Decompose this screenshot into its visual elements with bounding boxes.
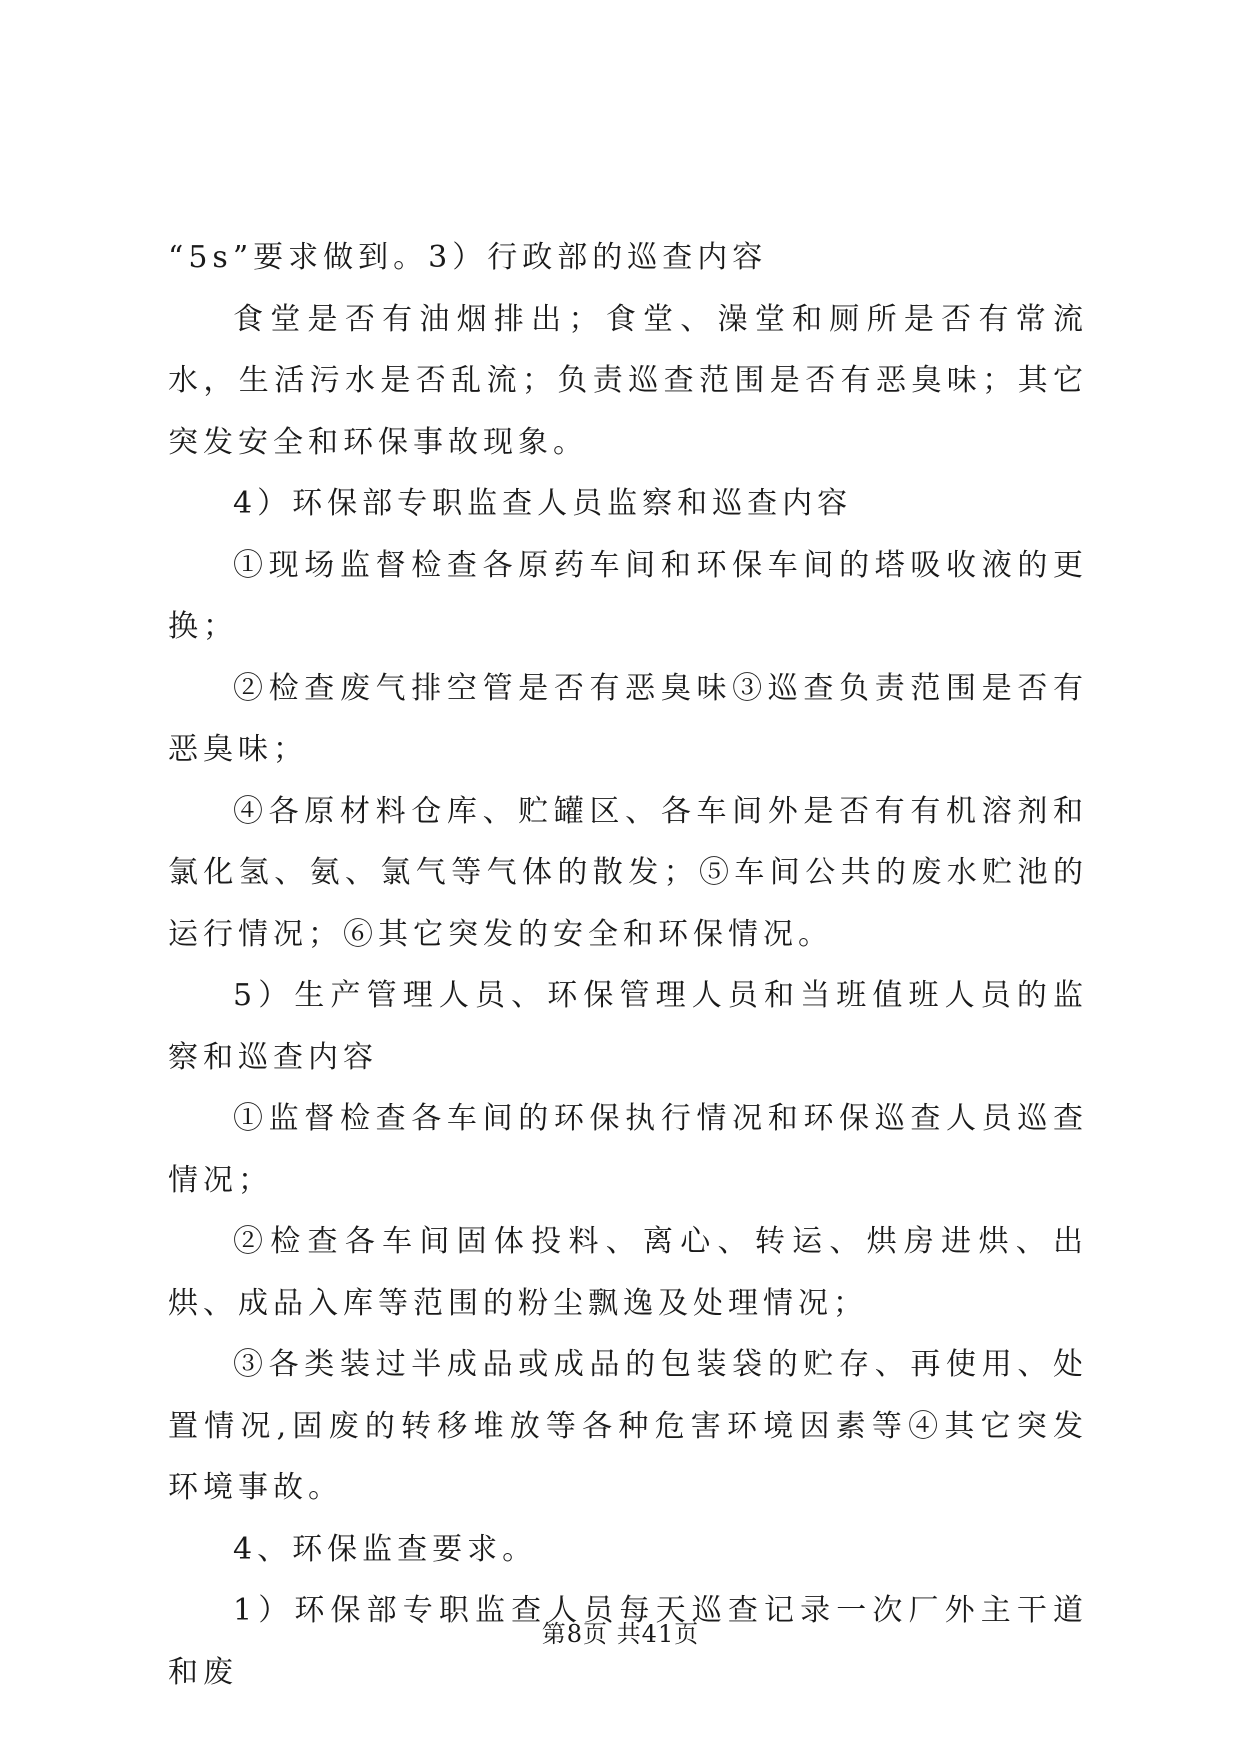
paragraph-6: ④各原材料仓库、贮罐区、各车间外是否有有机溶剂和氯化氢、氨、氯气等气体的散发；⑤车间公共的废水贮池的运行情况；⑥其它突发的安全和环保情况。 <box>168 793 1088 952</box>
paragraph-4: ①现场监督检查各原药车间和环保车间的塔吸收液的更换； <box>168 547 1088 644</box>
paragraph-11: 4、环保监查要求。 <box>233 1531 538 1567</box>
paragraph-12: 1）环保部专职监查人员每天巡查记录一次厂外主干道和废 <box>168 1593 1088 1690</box>
paragraph-8: ①监督检查各车间的环保执行情况和环保巡查人员巡查情况； <box>168 1101 1088 1198</box>
paragraph-7: 5）生产管理人员、环保管理人员和当班值班人员的监察和巡查内容 <box>168 978 1088 1075</box>
paragraph-5: ②检查废气排空管是否有恶臭味③巡查负责范围是否有恶臭味； <box>168 670 1088 767</box>
page-number-footer: 第8页 共41页 <box>541 1620 700 1648</box>
paragraph-3: 4）环保部专职监查人员监察和巡查内容 <box>233 486 853 521</box>
paragraph-1: “5s”要求做到。3）行政部的巡查内容 <box>168 240 768 275</box>
paragraph-2: 食堂是否有油烟排出；食堂、澡堂和厕所是否有常流水，生活污水是否乱流；负责巡查范围是否有恶臭味；其它突发安全和环保事故现象。 <box>168 301 1088 460</box>
paragraph-10: ③各类装过半成品或成品的包装袋的贮存、再使用、处置情况,固废的转移堆放等各种危害环境因素等④其它突发环境事故。 <box>168 1347 1088 1505</box>
document-body <box>168 227 1088 1703</box>
paragraph-9: ②检查各车间固体投料、离心、转运、烘房进烘、出烘、成品入库等范围的粉尘飘逸及处理情况； <box>168 1224 1088 1321</box>
